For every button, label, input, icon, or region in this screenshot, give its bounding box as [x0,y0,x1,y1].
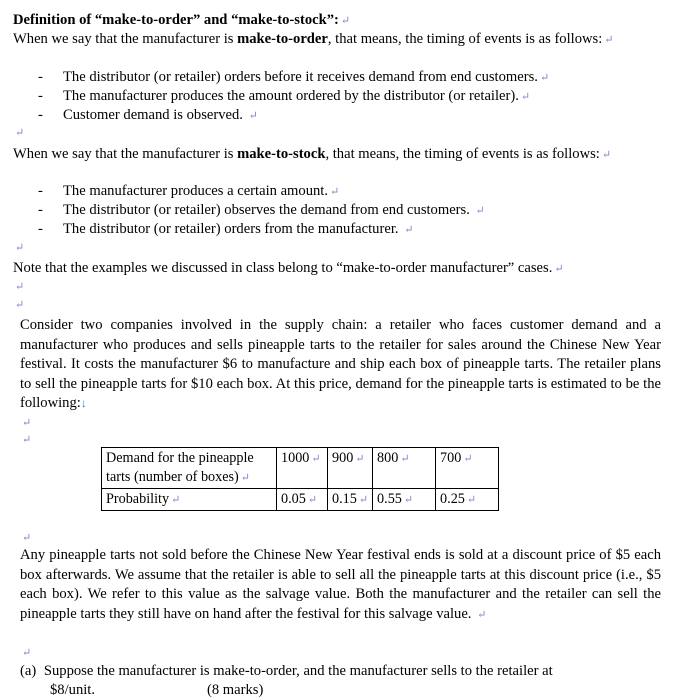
mto-step-2: - The manufacturer produces the amount ordered by the distributor (or retailer). ↵ [38,88,531,104]
paragraph-mark-icon: ↵ [15,242,25,254]
paragraph-mark-icon: ↵ [400,453,410,465]
definition-heading: Definition of “make-to-order” and “make-to-stock”: ↵ [13,12,351,28]
paragraph-mark-icon: ↵ [463,453,473,465]
table-row [102,448,499,489]
paragraph-mark-icon: ↵ [22,532,32,544]
paragraph-mark-icon: ↵ [475,205,485,217]
question-a: (a) Suppose the manufacturer is make-to-order, and the manufacturer sells to the retailer at [20,663,553,679]
mts-step-2: - The distributor (or retailer) observes the demand from end customers. ↵ [38,202,485,218]
demand-cell: 1000 ↵ [277,448,328,489]
mto-intro: When we say that the manufacturer is make-to-order, that means, the timing of events is as follows: ↵ [13,31,614,47]
paragraph-mark-icon: ↵ [307,494,318,506]
mto-step-1: - The distributor (or retailer) orders before it receives demand from end customers. ↵ [38,69,550,85]
paragraph-mark-icon: ↵ [22,434,32,446]
mts-step-1: - The manufacturer produces a certain amount. ↵ [38,183,340,199]
paragraph-mark-icon: ↵ [539,72,550,84]
mts-term: make-to-stock [237,146,326,162]
mto-step-3: - Customer demand is observed. ↵ [38,107,258,123]
table-row [102,489,499,511]
probability-cell: 0.05 ↵ [277,489,328,511]
paragraph-mark-icon: ↵ [404,224,414,236]
question-a-line2: $8/unit. (8 marks) [50,682,264,698]
note-text: Note that the examples we discussed in class belong to “make-to-order manufacturer” cases. ↵ [13,260,564,276]
paragraph-mark-icon: ↵ [604,34,614,46]
paragraph-mark-icon: ↵ [22,647,32,659]
question-a-marks: (8 marks) [207,682,264,698]
paragraph-mark-icon: ↵ [340,15,351,27]
demand-table [101,447,499,511]
paragraph-mark-icon: ↵ [477,608,487,621]
paragraph-mark-icon: ↵ [520,91,531,103]
paragraph-mark-icon: ↵ [15,299,25,311]
paragraph-mark-icon: ↵ [15,281,25,293]
probability-label-cell: Probability ↵ [102,489,277,511]
paragraph-mark-icon: ↵ [240,472,250,484]
paragraph-mark-icon: ↵ [330,186,340,198]
probability-cell: 0.25 ↵ [436,489,499,511]
paragraph-mark-icon: ↵ [22,417,32,429]
demand-cell: 800 ↵ [373,448,436,489]
salvage-paragraph: Any pineapple tarts not sold before the Chinese New Year festival ends is sold at a discount price of $5 each box afterwards. We assume that the retailer is able to sell all the pineapple tarts at this discount price (i.e., $5 each box). We refer to this value as the salvage value. Both the manufacturer and the retailer can sell the pineapple tarts they still have on hand after the festival for this salvage value. ↵ [20,547,661,622]
paragraph-mark-icon: ↵ [554,263,564,275]
mto-term: make-to-order [237,31,328,47]
demand-label-cell: Demand for the pineapple tarts (number of boxes) ↵ [102,448,277,489]
paragraph-mark-icon: ↵ [466,494,477,506]
paragraph-mark-icon: ↵ [248,110,258,122]
mts-intro: When we say that the manufacturer is make-to-stock, that means, the timing of events is as follows: ↵ [13,146,612,162]
demand-cell: 900 ↵ [328,448,373,489]
down-arrow-icon: ↓ [80,396,87,410]
paragraph-mark-icon: ↵ [171,494,181,506]
problem-intro: Consider two companies involved in the supply chain: a retailer who faces customer demand and a manufacturer who produces and sells pineapple tarts to the retailer for sales around the Chinese New Year festival. It costs the manufacturer $6 to manufacture and ship each box of pineapple tarts. The retailer plans to sell the pineapple tarts for $10 each box. At this price, demand for the pineapple tarts is estimated to be the following:↓ [20,317,661,411]
question-a-label: (a) [20,663,37,679]
paragraph-mark-icon: ↵ [403,494,414,506]
probability-cell: 0.15 ↵ [328,489,373,511]
mts-step-3: - The distributor (or retailer) orders from the manufacturer. ↵ [38,221,414,237]
paragraph-mark-icon: ↵ [355,453,365,465]
demand-cell: 700 ↵ [436,448,499,489]
probability-cell: 0.55 ↵ [373,489,436,511]
paragraph-mark-icon: ↵ [601,149,612,161]
paragraph-mark-icon: ↵ [358,494,369,506]
paragraph-mark-icon: ↵ [15,127,25,139]
paragraph-mark-icon: ↵ [311,453,321,465]
